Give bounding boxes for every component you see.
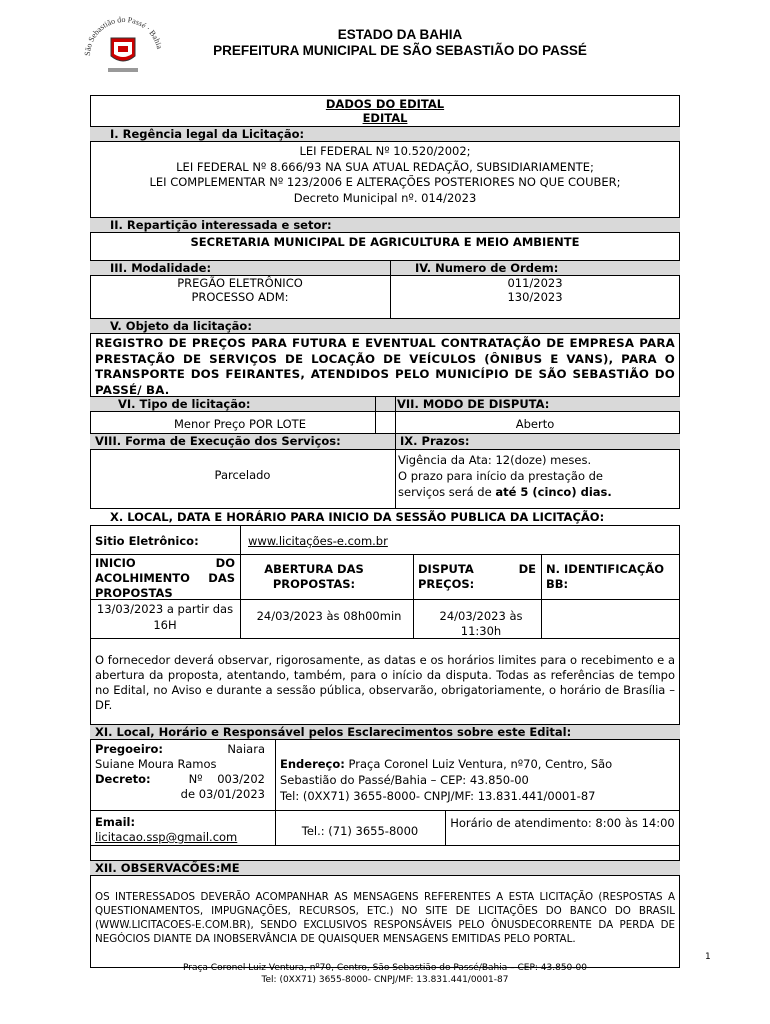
pregoeiro-label: Pregoeiro: — [95, 742, 163, 756]
section-3-value — [90, 276, 390, 304]
decreto-value-2: de 03/01/2023 — [180, 787, 265, 801]
section-12-title: XII. OBSERVACÕES:ME — [90, 860, 680, 876]
site-label: Sitio Eletrônico: — [95, 534, 199, 548]
section-1-title: I. Regência legal da Licitação: — [90, 126, 680, 142]
horario-note: O fornecedor deverá observar, rigorosamente, as datas e os horários limites para o recebimento e a abertura da proposta, atentando, também, para o início da disputa. Todas as referências de tempo no Edital, no Aviso e durante a sessão pública, observarão, obrigatoriamente, o horário de Brasília – DF. — [95, 653, 675, 712]
decreto-value-1: Nº 003/202 — [188, 772, 265, 786]
processo-numero: 130/2023 — [507, 290, 563, 304]
section-2-title: II. Repartição interessada e setor: — [90, 217, 680, 233]
processo-label: PROCESSO ADM: — [191, 290, 289, 304]
pregoeiro-name-1: Naiara — [227, 742, 265, 756]
col-disputa-value: 24/03/2023 às 11:30h — [439, 609, 523, 638]
email-block — [95, 815, 237, 845]
footer-address: Praça Coronel Luiz Ventura, nº70, Centro, São Sebastião do Passé/Bahia – CEP: 43.850-00 — [183, 963, 587, 973]
section-5-title: V. Objeto da licitação: — [90, 318, 680, 334]
section-7-title: VII. MODO DE DISPUTA: — [397, 397, 550, 411]
col-abertura-header: ABERTURA DAS PROPOSTAS: — [264, 562, 364, 591]
divider — [240, 554, 241, 638]
section-11-title: XI. Local, Horário e Responsável pelos Esclarecimentos sobre este Edital: — [90, 724, 680, 740]
section-4-title: IV. Numero de Ordem: — [415, 261, 559, 275]
observacoes-text: OS INTERESSADOS DEVERÃO ACOMPANHAR AS MENSAGENS REFERENTES A ESTA LICITAÇÃO (RESPOSTAS A QUESTIONAMENTOS, IMPUGNAÇÕES, RECURSOS, ETC.) NO SITE DE LICITAÇÕES DO BANCO DO BRASIL (WWW.LICITACOES-E.COM.BR), SENDO EXCLUSIVOS RESPONSÁVEIS PELO ÔNUSDECORRENTE DA PERDA DE NEGÓCIOS DIANTE DA INOBSERVÂNCIA DE QUAISQUER MENSAGENS EMITIDAS PELO PORTAL. — [95, 891, 675, 945]
horario-atendimento: Horário de atendimento: 8:00 às 14:00 — [450, 816, 675, 830]
header-prefeitura: PREFEITURA MUNICIPAL DE SÃO SEBASTIÃO DO PASSÉ — [213, 43, 587, 58]
decreto-municipal: Decreto Municipal nº. 014/2023 — [293, 190, 477, 205]
municipal-seal-icon — [78, 8, 168, 78]
prazo-line-2 — [398, 484, 643, 500]
telefone: Tel.: (71) 3655-8000 — [301, 824, 419, 838]
divider — [90, 810, 680, 811]
endereco-value: Praça Coronel Luiz Ventura, nº70, Centro, São Sebastião do Passé/Bahia – CEP: 43.850-00 — [280, 757, 613, 787]
divider — [541, 554, 542, 638]
endereco-block — [280, 756, 620, 804]
col-abertura-value: 24/03/2023 às 08h00min — [256, 609, 402, 623]
section-6-7-bar — [90, 396, 680, 412]
section-2-value: SECRETARIA MUNICIPAL DE AGRICULTURA E MEIO AMBIENTE — [190, 235, 580, 249]
section-8-value: Parcelado — [214, 468, 271, 482]
col-inicio-header: INICIO DO ACOLHIMENTO DAS PROPOSTAS — [95, 556, 235, 600]
section-9-title: IX. Prazos: — [400, 434, 470, 448]
section-6-title: VI. Tipo de licitação: — [118, 397, 251, 411]
prazo-line: O prazo para início da prestação de — [398, 469, 604, 483]
divider — [395, 396, 396, 508]
section-6-value: Menor Preço POR LOTE — [174, 417, 306, 431]
section-10-title: X. LOCAL, DATA E HORÁRIO PARA INICIO DA SESSÃO PUBLICA DA LICITAÇÃO: — [90, 508, 680, 526]
page-number: 1 — [705, 952, 711, 962]
svg-text:São Sebastião do Passé · Bahia: São Sebastião do Passé · Bahia — [82, 14, 165, 57]
title-dados: DADOS DO EDITAL — [325, 97, 445, 111]
prazo-dias: até 5 (cinco) dias. — [495, 485, 612, 499]
prazo-text: serviços será de — [398, 485, 496, 499]
divider — [445, 810, 446, 845]
col-inicio-value: 13/03/2023 a partir das 16H — [96, 602, 234, 632]
divider — [413, 554, 414, 638]
divider — [90, 638, 680, 639]
pregoeiro-name-2: Suiane Moura Ramos — [95, 757, 217, 771]
email-link[interactable]: licitacao.ssp@gmail.com — [95, 830, 238, 844]
document-header — [160, 27, 640, 59]
footer — [90, 962, 680, 986]
endereco-tel: Tel: (0XX71) 3655-8000- CNPJ/MF: 13.831.441/0001-87 — [280, 789, 596, 803]
lei-2: LEI FEDERAL Nº 8.666/93 NA SUA ATUAL REDAÇÃO, SUBSIDIARIAMENTE; — [176, 159, 594, 174]
footer-contact: Tel: (0XX71) 3655-8000- CNPJ/MF: 13.831.441/0001-87 — [261, 975, 509, 985]
section-4-value — [390, 276, 680, 304]
section-3-4-bar — [90, 260, 680, 276]
col-identificacao-header: N. IDENTIFICAÇÃO BB: — [546, 562, 665, 591]
lei-1: LEI FEDERAL Nº 10.520/2002; — [299, 144, 471, 158]
divider — [90, 554, 680, 555]
modalidade: PREGÃO ELETRÔNICO — [177, 276, 303, 290]
section-7-value: Aberto — [515, 417, 555, 431]
divider — [375, 396, 376, 433]
decreto-line — [95, 772, 265, 787]
col-disputa-header: DISPUTA DE PREÇOS: — [418, 562, 536, 591]
endereco-label: Endereço: — [280, 757, 345, 771]
pregoeiro-line — [95, 742, 265, 757]
header-state: ESTADO DA BAHIA — [337, 27, 463, 42]
vigencia: Vigência da Ata: 12(doze) meses. — [398, 453, 592, 467]
numero-ordem: 011/2023 — [507, 276, 563, 290]
section-3-title: III. Modalidade: — [110, 261, 212, 275]
decreto-label: Decreto: — [95, 772, 151, 786]
section-8-title: VIII. Forma de Execução dos Serviços: — [95, 434, 341, 448]
section-9-value — [398, 452, 643, 500]
site-link[interactable]: www.licitações-e.com.br — [248, 534, 388, 548]
lei-3: LEI COMPLEMENTAR Nº 123/2006 E ALTERAÇÕES POSTERIORES NO QUE COUBER; — [149, 175, 621, 189]
email-label: Email: — [95, 815, 136, 829]
divider — [240, 526, 241, 554]
divider — [90, 599, 680, 600]
divider — [90, 845, 680, 846]
section-8-9-bar — [90, 433, 680, 450]
title-edital: EDITAL — [362, 111, 408, 125]
section-1-body — [90, 144, 680, 206]
objeto-licitacao: REGISTRO DE PREÇOS PARA FUTURA E EVENTUAL CONTRATAÇÃO DE EMPRESA PARA PRESTAÇÃO DE SERVIÇOS DE LOCAÇÃO DE VEÍCULOS (ÔNIBUS E VANS), PARA O TRANSPORTE DOS FEIRANTES, ATENDIDOS PELO MUNICÍPIO DE SÃO SEBASTIÃO DO PASSÉ/ BA. — [95, 336, 675, 397]
pregoeiro-block — [95, 742, 265, 802]
edital-title — [90, 97, 680, 125]
